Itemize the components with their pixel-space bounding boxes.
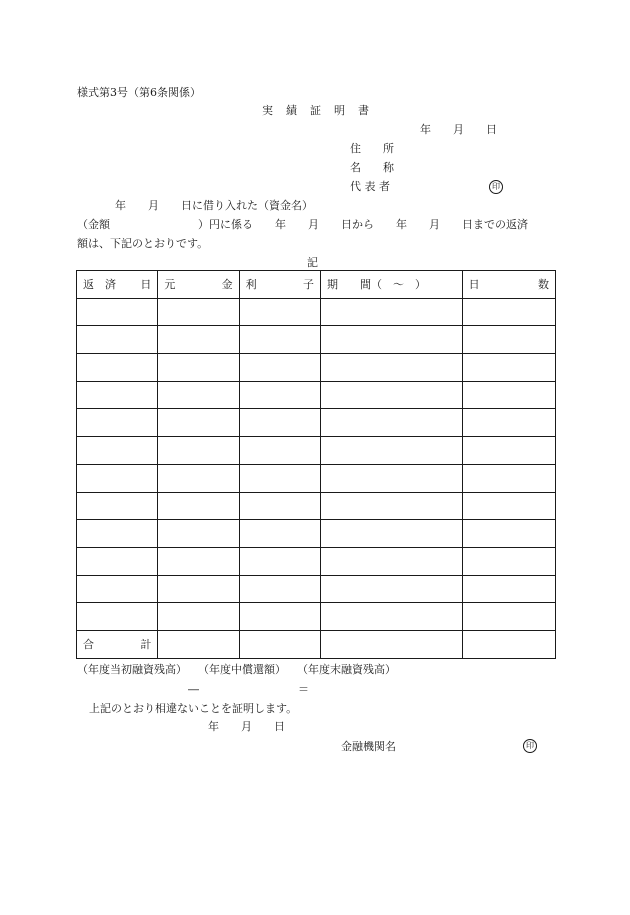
table-cell [77, 547, 158, 575]
table-cell [239, 547, 320, 575]
issuer-address-label: 住 所 [350, 142, 394, 155]
balance-labels: （年度当初融資残高） （年度中償還額） （年度末融資残高） [77, 663, 396, 676]
table-cell [320, 437, 462, 465]
table-cell [158, 547, 239, 575]
table-cell [239, 354, 320, 382]
table-cell [158, 575, 239, 603]
table-row [77, 409, 556, 437]
table-cell [158, 354, 239, 382]
body-text-line-1: 年 月 日に借り入れた（資金名） [115, 199, 313, 212]
balance-formula: ― ＝ [188, 683, 309, 696]
table-cell [77, 381, 158, 409]
table-cell [320, 575, 462, 603]
table-cell [320, 326, 462, 354]
total-cell [158, 630, 239, 658]
header-text-right: 数 [538, 278, 549, 292]
table-cell [77, 603, 158, 631]
table-cell [320, 298, 462, 326]
body-text-line-2: （金額 ）円に係る 年 月 日から 年 月 日までの返済 [77, 218, 528, 231]
table-cell [320, 464, 462, 492]
table-cell [239, 298, 320, 326]
table-body [77, 298, 556, 658]
table-cell [239, 381, 320, 409]
table-cell [462, 492, 555, 520]
table-row [77, 603, 556, 631]
total-cell [462, 630, 555, 658]
seal-icon: 印 [523, 739, 537, 753]
table-cell [239, 575, 320, 603]
table-row [77, 492, 556, 520]
table-row [77, 464, 556, 492]
body-text-line-3: 額は、下記のとおりです。 [77, 237, 209, 250]
table-cell [158, 326, 239, 354]
total-label-left: 合 [83, 638, 94, 652]
table-row [77, 354, 556, 382]
total-row [77, 630, 556, 658]
table-cell [462, 298, 555, 326]
table-cell [77, 437, 158, 465]
table-cell [320, 409, 462, 437]
table-cell [320, 354, 462, 382]
bank-name-label: 金融機関名 [341, 740, 396, 753]
total-cell [320, 630, 462, 658]
table-cell [77, 326, 158, 354]
table-cell [239, 520, 320, 548]
table-cell [77, 409, 158, 437]
table-cell [158, 520, 239, 548]
table-cell [320, 381, 462, 409]
table-cell [239, 326, 320, 354]
table-cell [77, 298, 158, 326]
header-text-left: 日 [468, 278, 480, 292]
table-cell [239, 437, 320, 465]
table-row [77, 298, 556, 326]
issue-date: 年 月 日 [420, 123, 497, 136]
table-cell [320, 547, 462, 575]
header-text-left: 返 済 [83, 278, 116, 292]
table-cell [158, 381, 239, 409]
table-cell [77, 492, 158, 520]
table-header-cell [239, 271, 320, 299]
certification-statement: 上記のとおり相違ないことを証明します。 [89, 702, 298, 715]
record-label: 記 [307, 256, 318, 269]
table-cell [239, 464, 320, 492]
table-cell [462, 464, 555, 492]
table-cell [158, 409, 239, 437]
table-cell [77, 464, 158, 492]
table-cell [77, 354, 158, 382]
table-cell [462, 381, 555, 409]
table-cell [158, 464, 239, 492]
table-cell [462, 326, 555, 354]
seal-icon: 印 [489, 180, 503, 194]
table-cell [320, 492, 462, 520]
total-cell [239, 630, 320, 658]
header-text-left: 利 [245, 278, 257, 292]
table-cell [158, 437, 239, 465]
document-title: 実 績 証 明 書 [262, 104, 370, 117]
table-cell [462, 575, 555, 603]
header-text-left: 期 間（ ～ ） [326, 278, 426, 292]
issuer-representative-label: 代 表 者 [350, 180, 390, 193]
table-header-cell [320, 271, 462, 299]
table-cell [77, 575, 158, 603]
table-header-row [77, 271, 556, 299]
table-row [77, 575, 556, 603]
table-cell [462, 547, 555, 575]
certification-date: 年 月 日 [208, 720, 285, 733]
table-row [77, 381, 556, 409]
table-cell [158, 298, 239, 326]
table-cell [239, 603, 320, 631]
table-row [77, 547, 556, 575]
header-text-left: 元 [164, 278, 176, 292]
issuer-name-label: 名 称 [350, 161, 394, 174]
table-cell [320, 520, 462, 548]
table-header-cell [158, 271, 239, 299]
form-number: 様式第3号（第6条関係） [77, 86, 201, 99]
repayment-table [76, 270, 556, 659]
table-cell [462, 603, 555, 631]
table-header-cell [462, 271, 555, 299]
table-row [77, 437, 556, 465]
total-label-right: 計 [140, 638, 152, 652]
table-cell [158, 603, 239, 631]
header-text-right: 子 [302, 278, 314, 292]
table-row [77, 520, 556, 548]
table-header-cell [77, 271, 158, 299]
table-cell [462, 520, 555, 548]
table-cell [158, 492, 239, 520]
header-text-right: 日 [140, 278, 152, 292]
table-cell [462, 437, 555, 465]
table-cell [320, 603, 462, 631]
header-text-right: 金 [221, 278, 233, 292]
table-cell [462, 409, 555, 437]
table-row [77, 326, 556, 354]
table-cell [462, 354, 555, 382]
table-cell [239, 492, 320, 520]
total-label-cell [77, 630, 158, 658]
table-cell [239, 409, 320, 437]
table-cell [77, 520, 158, 548]
